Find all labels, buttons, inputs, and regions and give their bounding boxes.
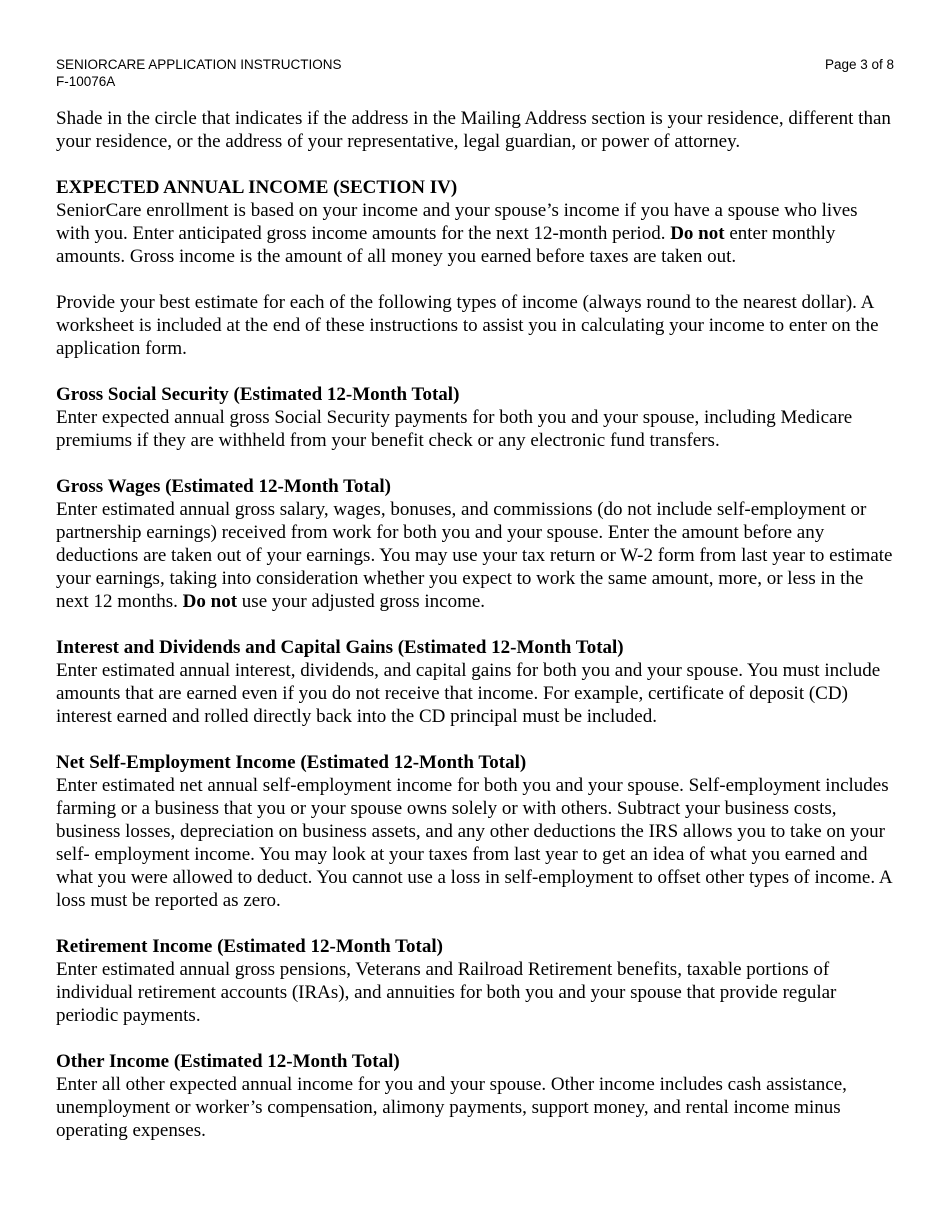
expected-income-paragraph-1	[56, 199, 896, 268]
wages-paragraph	[56, 498, 896, 613]
wages-emphasis: Do not	[182, 591, 238, 612]
social-security-text: Enter expected annual gross Social Security payments for both you and your spouse, including Medicare premiums if they are withheld from your benefit check or any electronic fund transfers.	[56, 407, 853, 451]
expected-income-text-b: enter monthly amounts. Gross income is the amount of all money you earned before taxes are taken out.	[56, 223, 836, 267]
expected-income-emphasis: Do not	[670, 223, 725, 244]
wages-text-b: use your adjusted gross income.	[241, 591, 486, 612]
expected-income-text-a: SeniorCare enrollment is based on your income and your spouse’s income if you have a spouse who lives with you. Enter anticipated gross income amounts for the next 12-month period.	[56, 200, 858, 244]
social-security-section	[56, 383, 896, 452]
page-header	[56, 56, 896, 90]
self-employment-section	[56, 751, 896, 912]
estimate-section	[56, 291, 896, 360]
page-number: Page 3 of 8	[824, 57, 894, 72]
estimate-paragraph: Provide your best estimate for each of the following types of income (always round to the nearest dollar). A worksheet is included at the end of these instructions to assist you in calculating your income to enter on the application form.	[56, 292, 879, 359]
interest-text: Enter estimated annual interest, dividends, and capital gains for both you and your spouse. You must include amounts that are earned even if you do not receive that income. For example, certificate of deposit (CD) interest earned and rolled directly back into the CD principal must be included.	[56, 660, 881, 727]
other-income-text: Enter all other expected annual income for you and your spouse. Other income includes cash assistance, unemployment or worker’s compensation, alimony payments, support money, and rental income minus operating expenses.	[56, 1074, 847, 1141]
other-income-heading: Other Income (Estimated 12-Month Total)	[56, 1051, 400, 1072]
interest-section	[56, 636, 896, 728]
wages-heading: Gross Wages (Estimated 12-Month Total)	[56, 476, 391, 497]
document-page	[56, 56, 896, 1142]
other-income-section	[56, 1050, 896, 1142]
wages-section	[56, 475, 896, 613]
form-number: F-10076A	[56, 74, 116, 89]
intro-paragraph: Shade in the circle that indicates if the address in the Mailing Address section is your residence, different than your residence, or the address of your representative, legal guardian, or power of attorney.	[56, 108, 891, 152]
self-employment-heading: Net Self-Employment Income (Estimated 12-Month Total)	[56, 752, 527, 773]
retirement-section	[56, 935, 896, 1027]
retirement-text: Enter estimated annual gross pensions, Veterans and Railroad Retirement benefits, taxable portions of individual retirement accounts (IRAs), and annuities for both you and your spouse that provide regular periodic payments.	[56, 959, 837, 1026]
expected-income-heading: EXPECTED ANNUAL INCOME (SECTION IV)	[56, 177, 458, 198]
expected-income-section	[56, 176, 896, 268]
self-employment-text: Enter estimated net annual self-employment income for both you and your spouse. Self-employment includes farming or a business that you or your spouse owns solely or with others. Subtract your business costs, business losses, depreciation on business assets, and any other deductions the IRS allows you to take on your self- employment income. You may look at your taxes from last year to get an idea of what you earned and what you were allowed to deduct. You cannot use a loss in self-employment to offset other types of income. A loss must be reported as zero.	[56, 775, 892, 911]
interest-heading: Interest and Dividends and Capital Gains (Estimated 12-Month Total)	[56, 637, 624, 658]
retirement-heading: Retirement Income (Estimated 12-Month Total)	[56, 936, 443, 957]
header-title: SENIORCARE APPLICATION INSTRUCTIONS	[56, 57, 342, 72]
social-security-heading: Gross Social Security (Estimated 12-Month Total)	[56, 384, 460, 405]
wages-text-a: Enter estimated annual gross salary, wages, bonuses, and commissions (do not include self-employment or partnership earnings) received from work for both you and your spouse. Enter the amount before any deductions are taken out of your earnings. You may use your tax return or W-2 form from last year to estimate your earnings, taking into consideration whether you expect to work the same amount, more, or less in the next 12 months.	[56, 499, 893, 612]
